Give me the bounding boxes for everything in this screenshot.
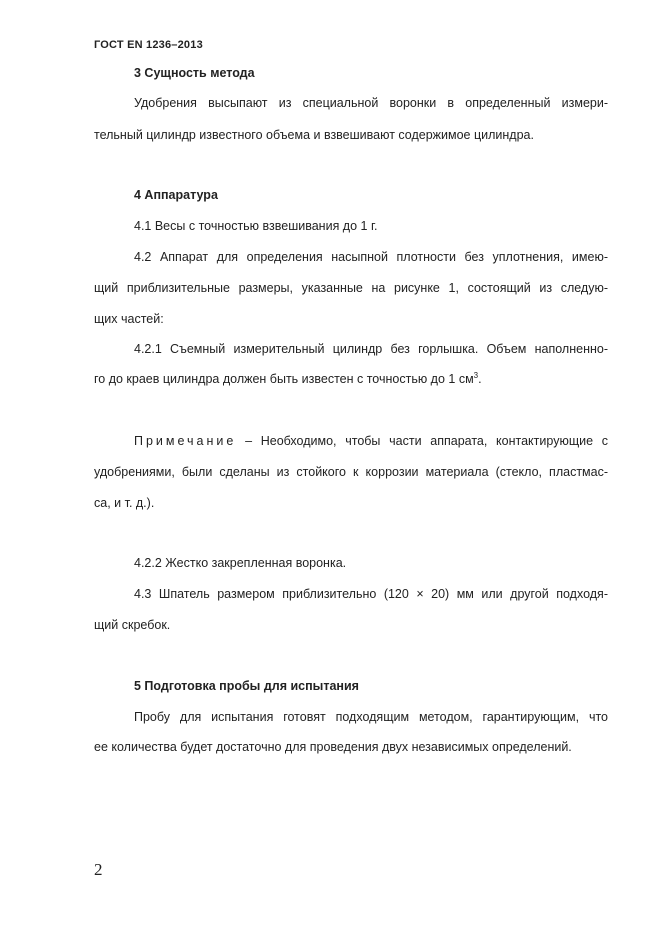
item-4-2-1-line-1: 4.2.1 Съемный измерительный цилиндр без горлышка. Объем наполненно- (134, 342, 608, 356)
item-4-2-line-2: щий приблизительные размеры, указанные на рисунке 1, состоящий из следую- (94, 281, 608, 295)
note-label: Примечание (134, 434, 237, 448)
section-5-paragraph-line-1: Пробу для испытания готовят подходящим методом, гарантирующим, что (134, 710, 608, 724)
section-5-paragraph-line-2: ее количества будет достаточно для проведения двух независимых определений. (94, 740, 572, 754)
section-5-title: 5 Подготовка пробы для испытания (134, 679, 359, 693)
note-line-2: удобрениями, были сделаны из стойкого к коррозии материала (стекло, пластмас- (94, 465, 608, 479)
item-4-2-2: 4.2.2 Жестко закрепленная воронка. (134, 556, 347, 570)
standard-header: ГОСТ EN 1236–2013 (94, 39, 203, 51)
item-4-2-line-1: 4.2 Аппарат для определения насыпной плотности без уплотнения, имею- (134, 250, 608, 264)
item-4-3-line-1: 4.3 Шпатель размером приблизительно (120 × 20) мм или другой подходя- (134, 587, 608, 601)
item-4-1: 4.1 Весы с точностью взвешивания до 1 г. (134, 219, 378, 233)
item-4-2-1-period: . (478, 372, 482, 386)
item-4-2-1-line-2-text: го до краев цилиндра должен быть известен с точностью до 1 см (94, 372, 474, 386)
item-4-2-line-3: щих частей: (94, 312, 164, 326)
note-line-3: са, и т. д.). (94, 496, 155, 510)
item-4-2-1-line-2 (94, 372, 482, 386)
section-3-paragraph-line-1: Удобрения высыпают из специальной воронки в определенный измери- (134, 96, 608, 110)
note-text-1: – Необходимо, чтобы части аппарата, контактирующие с (236, 434, 608, 448)
section-3-title: 3 Сущность метода (134, 66, 255, 80)
section-3-paragraph-line-2: тельный цилиндр известного объема и взвешивают содержимое цилиндра. (94, 128, 534, 142)
item-4-3-line-2: щий скребок. (94, 618, 171, 632)
cubic-superscript: 3 (473, 371, 479, 380)
section-4-title: 4 Аппаратура (134, 188, 218, 202)
note-line-1 (134, 434, 608, 448)
page-number: 2 (94, 860, 103, 879)
